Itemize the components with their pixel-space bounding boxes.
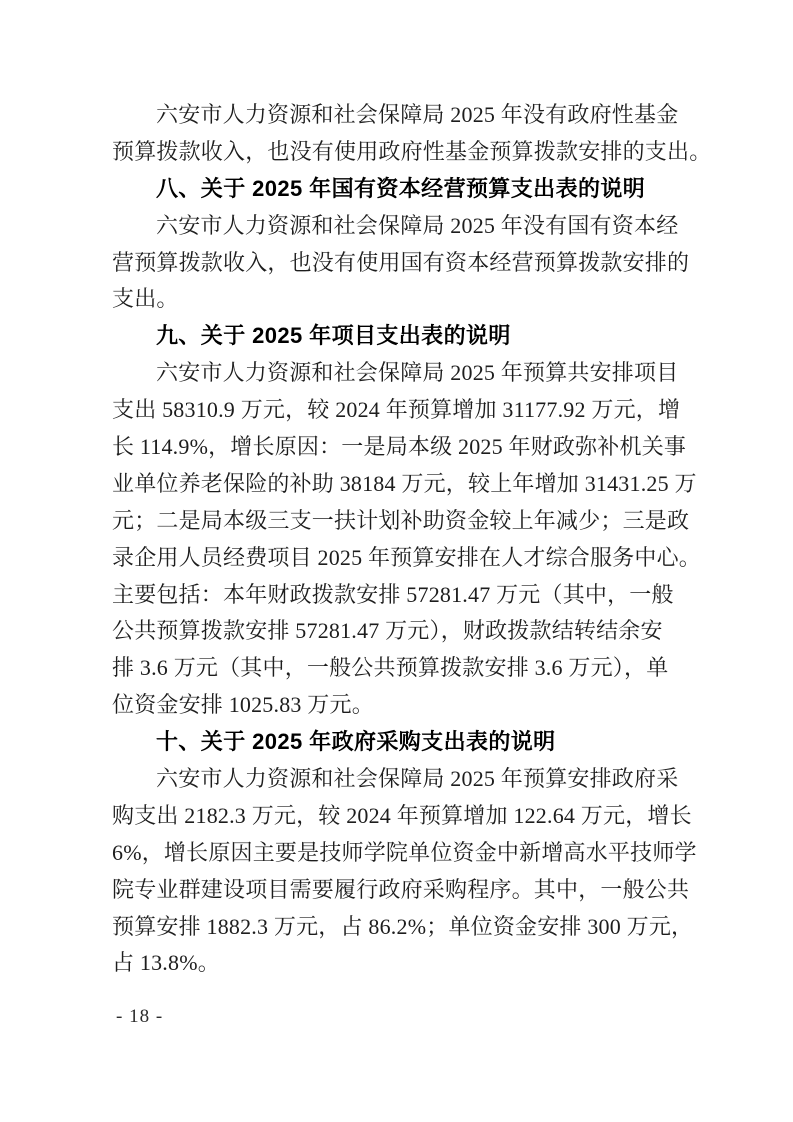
text-line: 排 3.6 万元（其中，一般公共预算拨款安排 3.6 万元），单	[112, 655, 669, 681]
text-line: 院专业群建设项目需要履行政府采购程序。其中，一般公共	[112, 876, 690, 902]
text-line: 位资金安排 1025.83 万元。	[112, 692, 374, 718]
text-line: 六安市人力资源和社会保障局 2025 年没有国有资本经	[156, 212, 679, 238]
text-line: 6%，增长原因主要是技师学院单位资金中新增高水平技师学	[112, 839, 697, 865]
text-line: 业单位养老保险的补助 38184 万元，较上年增加 31431.25 万	[112, 470, 697, 496]
text-line: 元；二是局本级三支一扶计划补助资金较上年减少；三是政	[112, 507, 690, 533]
text-line: 预算拨款收入，也没有使用政府性基金预算拨款安排的支出。	[112, 138, 712, 164]
text-line: 主要包括：本年财政拨款安排 57281.47 万元（其中，一般	[112, 581, 674, 607]
section-heading: 九、关于 2025 年项目支出表的说明	[156, 323, 511, 349]
text-line: 六安市人力资源和社会保障局 2025 年预算安排政府采	[156, 766, 679, 792]
text-line: 录企用人员经费项目 2025 年预算安排在人才综合服务中心。	[112, 544, 702, 570]
page-number: - 18 -	[116, 1006, 164, 1027]
text-line: 六安市人力资源和社会保障局 2025 年预算共安排项目	[156, 360, 679, 386]
text-line: 长 114.9%，增长原因：一是局本级 2025 年财政弥补机关事	[112, 434, 687, 460]
text-line: 占 13.8%。	[112, 950, 220, 976]
text-line: 营预算拨款收入，也没有使用国有资本经营预算拨款安排的	[112, 249, 690, 275]
text-line: 支出 58310.9 万元，较 2024 年预算增加 31177.92 万元，增	[112, 397, 681, 423]
text-line: 购支出 2182.3 万元，较 2024 年预算增加 122.64 万元，增长	[112, 802, 692, 828]
section-heading: 十、关于 2025 年政府采购支出表的说明	[156, 729, 556, 755]
text-line: 支出。	[112, 286, 179, 312]
section-heading: 八、关于 2025 年国有资本经营预算支出表的说明	[156, 175, 646, 201]
text-line: 六安市人力资源和社会保障局 2025 年没有政府性基金	[156, 102, 679, 127]
text-block	[112, 97, 712, 982]
text-line: 公共预算拨款安排 57281.47 万元），财政拨款结转结余安	[112, 618, 663, 644]
text-line: 预算安排 1882.3 万元，占 86.2%；单位资金安排 300 万元，	[112, 913, 694, 939]
